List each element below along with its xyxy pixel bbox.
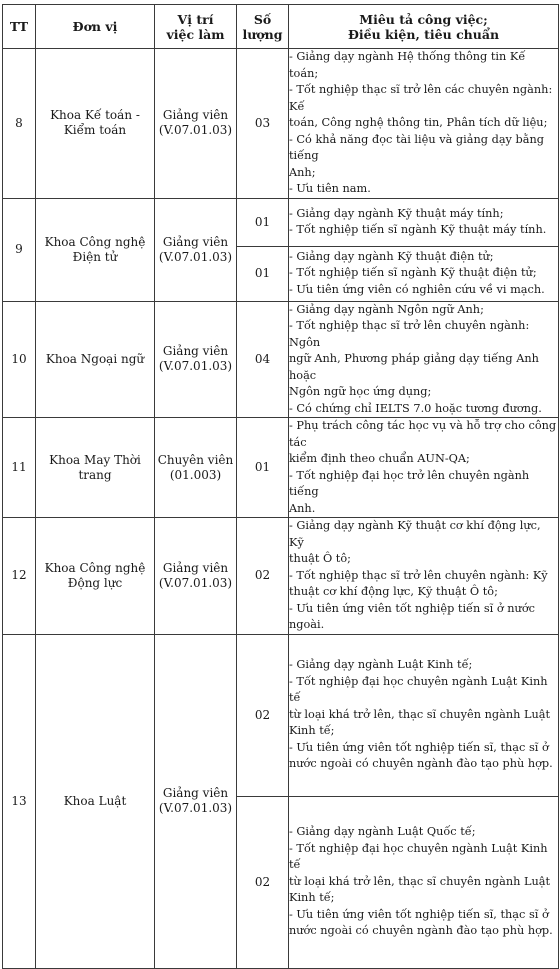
description-line: - Giảng dạy ngành Kỹ thuật cơ khí động lực, Kỹ [289,519,541,549]
description-line: - Ưu tiên ứng viên có nghiên cứu về vi mạch. [289,282,545,296]
description-line: nước ngoài có chuyên ngành đào tạo phù hợp. [289,757,553,771]
cell-quantity: 01 [237,418,289,518]
cell-description [289,198,559,246]
description-line: - Giảng dạy ngành Kỹ thuật máy tính; [289,206,504,220]
position-line: Giảng viên [162,234,229,249]
unit-line: Khoa Công nghệ [44,560,146,575]
header-quantity-line2: lượng [242,26,283,42]
cell-description [289,518,559,635]
description-line: - Ưu tiên nam. [289,182,371,195]
cell-unit [36,301,155,418]
description-line: - Giảng dạy ngành Luật Kinh tế; [289,658,473,672]
description-line: - Giảng dạy ngành Hệ thống thông tin Kế toán; [289,50,526,80]
cell-tt: 9 [3,198,36,301]
position-line: (V.07.01.03) [158,359,233,374]
unit-line: Điện tử [72,249,118,264]
description-line: - Tốt nghiệp thạc sĩ trở lên chuyên ngành: Ngôn [289,319,530,349]
cell-description [289,49,559,199]
description-line: - Phụ trách công tác học vụ và hỗ trợ cho công tác [289,419,557,449]
cell-tt: 8 [3,49,36,199]
description-line: kiểm định theo chuẩn AUN-QA; [289,452,470,465]
cell-position [155,198,237,301]
header-description [289,5,559,49]
cell-description [289,418,559,518]
description-line: ngữ Anh, Phương pháp giảng dạy tiếng Anh hoặc [289,352,539,382]
position-line: (V.07.01.03) [158,575,233,590]
description-line: - Tốt nghiệp đại học chuyên ngành Luật Kinh tế [289,674,548,705]
description-line: - Tốt nghiệp thạc sĩ trở lên chuyên ngành: Kỹ [289,568,548,582]
header-quantity [237,5,289,49]
position-line: Giảng viên [162,108,229,123]
description-line: - Ưu tiên ứng viên tốt nghiệp tiến sĩ, thạc sĩ ở [289,907,549,921]
cell-description [289,246,559,301]
unit-line: Động lực [67,575,123,590]
header-description-line1: Miêu tả công việc; [359,11,488,27]
cell-tt: 13 [3,634,36,968]
cell-quantity: 03 [237,49,289,199]
description-line: Anh; [289,165,316,179]
position-line: (01.003) [169,467,222,482]
cell-unit [36,518,155,635]
position-line: (V.07.01.03) [158,801,233,815]
description-line: Kinh tế; [289,724,335,738]
position-line: (V.07.01.03) [158,123,233,138]
table-row [3,634,559,796]
description-line: - Ưu tiên ứng viên tốt nghiệp tiến sĩ, thạc sĩ ở [289,740,549,754]
description-line: - Giảng dạy ngành Kỹ thuật điện tử; [289,249,494,263]
header-description-line2: Điều kiện, tiêu chuẩn [347,26,500,42]
unit-line: Khoa Công nghệ [44,234,146,249]
description-line: từ loại khá trở lên, thạc sĩ chuyên ngành Luật [289,874,551,888]
description-line: - Tốt nghiệp tiến sĩ ngành Kỹ thuật máy tính. [289,223,547,236]
description-line: Kinh tế; [289,891,335,905]
cell-unit [36,418,155,518]
table-row [3,418,559,518]
cell-quantity: 02 [237,518,289,635]
cell-tt: 12 [3,518,36,635]
description-line: - Có khả năng đọc tài liệu và giảng dạy bằng tiếng [289,132,545,162]
description-line: - Có chứng chỉ IELTS 7.0 hoặc tương đương. [289,401,542,415]
position-line: Giảng viên [162,786,229,800]
position-line: Chuyên viên [157,452,234,467]
position-line: Giảng viên [162,560,229,575]
unit-line: Khoa Ngoại ngữ [45,351,145,366]
description-line: Ngôn ngữ học ứng dụng; [289,385,432,398]
cell-description [289,301,559,418]
description-line: từ loại khá trở lên, thạc sĩ chuyên ngành Luật [289,707,551,721]
cell-position [155,49,237,199]
cell-description [289,796,559,968]
cell-quantity: 04 [237,301,289,418]
unit-line: trang [78,467,112,482]
unit-line: Khoa Luật [63,793,127,808]
cell-quantity: 01 [237,246,289,301]
cell-unit [36,49,155,199]
description-line: thuật cơ khí động lực, Kỹ thuật Ô tô; [289,585,498,598]
description-line: - Tốt nghiệp đại học chuyên ngành Luật Kinh tế [289,841,548,872]
description-line: toán, Công nghệ thông tin, Phân tích dữ liệu; [289,116,548,129]
description-line: nước ngoài có chuyên ngành đào tạo phù hợp. [289,924,553,938]
unit-line: Khoa May Thời [49,452,141,467]
recruitment-document [2,4,559,969]
recruitment-table [2,4,559,969]
table-row [3,198,559,246]
cell-position [155,634,237,968]
cell-quantity: 02 [237,796,289,968]
table-row [3,49,559,199]
header-position [155,5,237,49]
header-position-line1: Vị trí [177,11,214,27]
description-line: - Giảng dạy ngành Luật Quốc tế; [289,825,476,839]
cell-unit [36,198,155,301]
description-line: - Tốt nghiệp tiến sĩ ngành Kỹ thuật điện tử; [289,266,537,280]
position-line: Giảng viên [162,344,229,359]
cell-position [155,301,237,418]
description-line: - Tốt nghiệp đại học trở lên chuyên ngành tiếng [289,468,530,498]
table-row [3,301,559,418]
position-line: (V.07.01.03) [158,249,233,264]
cell-position [155,418,237,518]
header-quantity-line1: Số [253,11,272,27]
header-position-line2: việc làm [166,26,225,42]
description-line: - Giảng dạy ngành Ngôn ngữ Anh; [289,302,484,316]
description-line: - Ưu tiên ứng viên tốt nghiệp tiến sĩ ở nước ngoài. [289,601,535,631]
header-tt: TT [3,5,36,49]
header-unit: Đơn vị [36,5,155,49]
cell-description [289,634,559,796]
cell-quantity: 01 [237,198,289,246]
cell-position [155,518,237,635]
description-line: thuật Ô tô; [289,552,351,565]
cell-tt: 10 [3,301,36,418]
header-row [3,5,559,49]
description-line: Anh. [289,501,316,515]
cell-tt: 11 [3,418,36,518]
table-row [3,518,559,635]
unit-line: Khoa Kế toán - [50,108,140,123]
unit-line: Kiểm toán [63,123,127,138]
description-line: - Tốt nghiệp thạc sĩ trở lên các chuyên ngành: Kế [289,83,553,113]
table-body [3,49,559,969]
cell-unit [36,634,155,968]
cell-quantity: 02 [237,634,289,796]
